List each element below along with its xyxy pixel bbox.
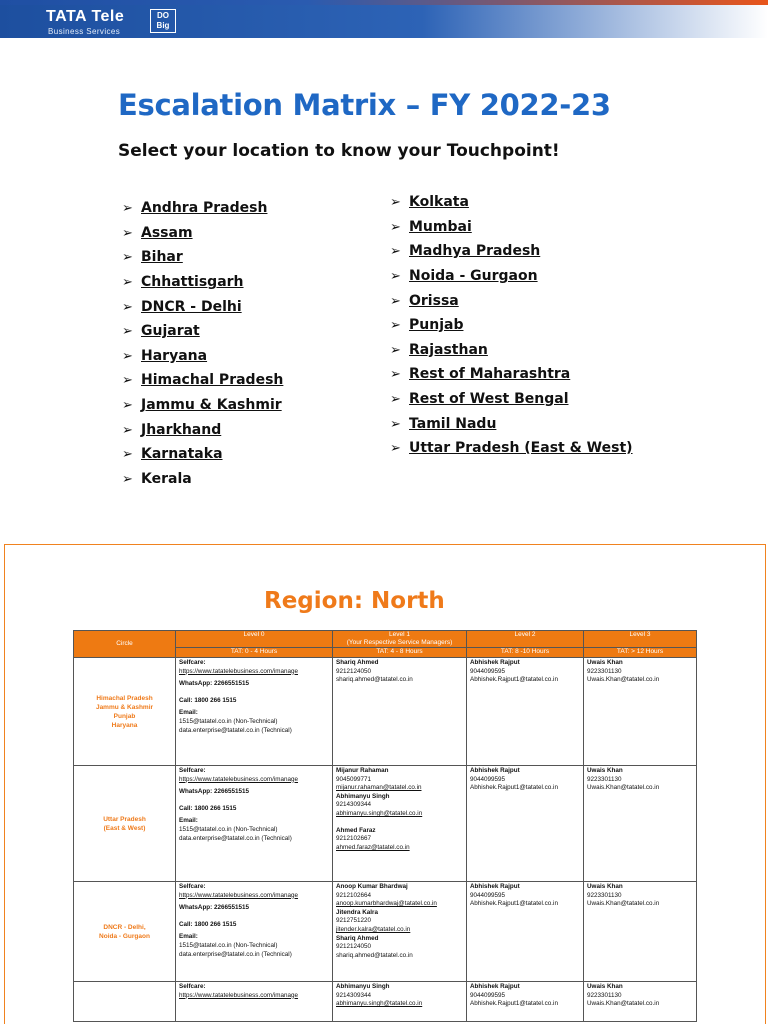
location-link-kolkata[interactable]: Kolkata (409, 194, 469, 211)
arrow-bullet-icon: ➢ (122, 224, 133, 240)
contact-email-link[interactable]: abhimanyu.singh@tatatel.co.in (336, 1000, 423, 1008)
contact-email: Abhishek.Rajput1@tatatel.co.in (470, 900, 558, 908)
location-label-kerala: Kerala (141, 470, 192, 487)
location-item (390, 239, 633, 264)
level-2-cell (467, 766, 584, 882)
location-link-mumbai[interactable]: Mumbai (409, 218, 472, 235)
location-list-right (390, 190, 633, 461)
whatsapp-number: WhatsApp: 2266551515 (179, 680, 249, 688)
selfcare-link[interactable]: https://www.tatatelebusiness.com/imanage (179, 891, 299, 899)
circle-name: Punjab (113, 712, 136, 720)
email-nontech: 1515@tatatel.co.in (Non-Technical) (179, 941, 278, 949)
contact-phone: 9214309344 (336, 801, 372, 809)
level-2-cell (467, 658, 584, 766)
location-item (390, 288, 633, 313)
location-item (390, 190, 633, 215)
arrow-bullet-icon: ➢ (390, 415, 401, 431)
header-level-0: Level 0 (176, 631, 333, 648)
contact-phone: 9212102667 (336, 835, 372, 843)
tat-level-2: TAT: 8 -10 Hours (467, 648, 584, 658)
contact-name: Jitendra Kalra (336, 908, 378, 916)
arrow-bullet-icon: ➢ (122, 274, 133, 290)
call-number: Call: 1800 266 1515 (179, 696, 237, 704)
contact-phone: 9223301130 (587, 991, 622, 999)
location-item (122, 270, 283, 295)
tat-level-1: TAT: 4 - 8 Hours (333, 648, 467, 658)
location-item (122, 368, 283, 393)
level-0-cell (176, 658, 333, 766)
level-3-cell (584, 658, 697, 766)
contact-phone: 9223301130 (587, 667, 622, 675)
contact-name: Uwais Khan (587, 659, 623, 666)
circle-name: (East & West) (103, 824, 146, 832)
contact-name: Abhishek Rajput (470, 983, 520, 990)
location-list-left (122, 196, 283, 491)
location-link-rajasthan[interactable]: Rajasthan (409, 341, 488, 358)
arrow-bullet-icon: ➢ (122, 421, 133, 437)
selfcare-label: Selfcare: (179, 983, 206, 990)
contact-phone: 9212124050 (336, 667, 372, 675)
circle-cell (74, 982, 176, 1022)
level-3-cell (584, 882, 697, 982)
contact-name: Abhimanyu Singh (336, 792, 390, 800)
selfcare-link[interactable]: https://www.tatatelebusiness.com/imanage (179, 991, 299, 999)
contact-email-link[interactable]: anoop.kumarbhardwaj@tatatel.co.in (336, 900, 437, 908)
email-nontech: 1515@tatatel.co.in (Non-Technical) (179, 717, 278, 725)
arrow-bullet-icon: ➢ (390, 366, 401, 382)
badge-line-2: Big (156, 21, 170, 30)
arrow-bullet-icon: ➢ (122, 446, 133, 462)
location-item (122, 196, 283, 221)
table-row (74, 658, 697, 766)
contact-email: Abhishek.Rajput1@tatatel.co.in (470, 676, 558, 684)
location-link-karnataka[interactable]: Karnataka (141, 446, 223, 463)
header-circle: Circle (74, 631, 176, 658)
arrow-bullet-icon: ➢ (122, 470, 133, 486)
arrow-bullet-icon: ➢ (390, 440, 401, 456)
call-number: Call: 1800 266 1515 (179, 804, 237, 812)
whatsapp-number: WhatsApp: 2266551515 (179, 788, 249, 796)
selfcare-label: Selfcare: (179, 883, 206, 890)
level-1-cell (333, 882, 467, 982)
location-link-haryana[interactable]: Haryana (141, 347, 208, 364)
location-link-rest-of-west-bengal[interactable]: Rest of West Bengal (409, 391, 569, 408)
contact-phone: 9212124050 (336, 943, 372, 951)
location-link-orissa[interactable]: Orissa (409, 292, 459, 309)
location-link-himachal-pradesh[interactable]: Himachal Pradesh (141, 372, 284, 389)
email-label: Email: (179, 933, 198, 941)
arrow-bullet-icon: ➢ (122, 372, 133, 388)
whatsapp-number: WhatsApp: 2266551515 (179, 904, 249, 912)
location-item (390, 387, 633, 412)
circle-cell (74, 766, 176, 882)
level-1-cell (333, 658, 467, 766)
location-item (390, 411, 633, 436)
contact-email: Uwais.Khan@tatatel.co.in (587, 784, 660, 792)
header-bar (0, 0, 768, 38)
level-1-cell (333, 982, 467, 1022)
email-label: Email: (179, 709, 198, 717)
arrow-bullet-icon: ➢ (390, 391, 401, 407)
location-link-andhra-pradesh[interactable]: Andhra Pradesh (141, 200, 268, 217)
do-big-badge (150, 9, 176, 33)
arrow-bullet-icon: ➢ (122, 347, 133, 363)
contact-name: Shariq Ahmed (336, 659, 379, 666)
location-link-dncr-delhi[interactable]: DNCR - Delhi (141, 298, 242, 315)
contact-email: Abhishek.Rajput1@tatatel.co.in (470, 784, 558, 792)
contact-name: Shariq Ahmed (336, 934, 379, 942)
level-2-cell (467, 982, 584, 1022)
arrow-bullet-icon: ➢ (390, 218, 401, 234)
contact-name: Mijanur Rahaman (336, 767, 389, 774)
location-item (390, 362, 633, 387)
contact-name: Uwais Khan (587, 883, 623, 890)
table-row (74, 882, 697, 982)
table-row (74, 766, 697, 882)
email-tech: data.enterprise@tatatel.co.in (Technical) (179, 834, 292, 842)
location-item (390, 215, 633, 240)
contact-email: shariq.ahmed@tatatel.co.in (336, 951, 413, 959)
contact-name: Abhimanyu Singh (336, 983, 390, 990)
logo-brand-text: TATA Tele (46, 8, 125, 25)
region-title: Region: North (264, 588, 445, 614)
arrow-bullet-icon: ➢ (390, 243, 401, 259)
location-link-chhattisgarh[interactable]: Chhattisgarh (141, 274, 244, 291)
email-nontech: 1515@tatatel.co.in (Non-Technical) (179, 825, 278, 833)
contact-phone: 9223301130 (587, 891, 622, 899)
location-item (390, 264, 633, 289)
contact-phone: 9044099595 (470, 991, 506, 999)
header-level-1-sub: (Your Respective Service Managers) (346, 639, 453, 646)
contact-email-link[interactable]: abhimanyu.singh@tatatel.co.in (336, 809, 423, 817)
table-row (74, 982, 697, 1022)
contact-phone: 9044099595 (470, 775, 506, 783)
level-3-cell (584, 766, 697, 882)
header-level-1 (333, 631, 467, 648)
logo-sub-text: Business Services (48, 27, 121, 36)
location-item (390, 313, 633, 338)
location-item (122, 245, 283, 270)
contact-name: Abhishek Rajput (470, 767, 520, 774)
location-link-tamil-nadu[interactable]: Tamil Nadu (409, 415, 497, 432)
location-item (122, 319, 283, 344)
location-item (122, 467, 283, 492)
level-0-cell (176, 882, 333, 982)
email-tech: data.enterprise@tatatel.co.in (Technical) (179, 950, 292, 958)
contact-email-link[interactable]: ahmed.faraz@tatatel.co.in (336, 843, 410, 851)
selfcare-link[interactable]: https://www.tatatelebusiness.com/imanage (179, 775, 299, 783)
arrow-bullet-icon: ➢ (390, 341, 401, 357)
circle-cell (74, 882, 176, 982)
level-2-cell (467, 882, 584, 982)
email-tech: data.enterprise@tatatel.co.in (Technical) (179, 726, 292, 734)
location-item (122, 417, 283, 442)
contact-name: Uwais Khan (587, 983, 623, 990)
circle-name: Himachal Pradesh (96, 694, 153, 702)
contact-email: Uwais.Khan@tatatel.co.in (587, 1000, 660, 1008)
call-number: Call: 1800 266 1515 (179, 920, 237, 928)
page-title: Escalation Matrix – FY 2022-23 (118, 88, 611, 122)
contact-email: Abhishek.Rajput1@tatatel.co.in (470, 1000, 558, 1008)
table-header-row (74, 631, 697, 648)
page-subtitle: Select your location to know your Touchpoint! (118, 141, 560, 161)
arrow-bullet-icon: ➢ (122, 249, 133, 265)
circle-cell (74, 658, 176, 766)
circle-name: Jammu & Kashmir (95, 703, 154, 711)
location-link-jharkhand[interactable]: Jharkhand (141, 421, 222, 438)
contact-email: Uwais.Khan@tatatel.co.in (587, 900, 660, 908)
contact-phone: 9044099595 (470, 891, 506, 899)
selfcare-label: Selfcare: (179, 767, 206, 774)
header-level-1-title: Level 1 (389, 631, 410, 638)
contact-phone: 9212102664 (336, 891, 372, 899)
circle-name: DNCR - Delhi, (103, 923, 146, 931)
location-link-bihar[interactable]: Bihar (141, 249, 183, 266)
contact-email-link[interactable]: jitender.kalra@tatatel.co.in (336, 925, 411, 933)
escalation-table (73, 630, 697, 1022)
location-link-madhya-pradesh[interactable]: Madhya Pradesh (409, 243, 541, 260)
location-item (122, 393, 283, 418)
arrow-bullet-icon: ➢ (390, 268, 401, 284)
circle-name: Uttar Pradesh (103, 815, 146, 823)
arrow-bullet-icon: ➢ (122, 397, 133, 413)
badge-line-1: DO (157, 11, 169, 20)
location-link-assam[interactable]: Assam (141, 224, 193, 241)
level-0-cell (176, 766, 333, 882)
arrow-bullet-icon: ➢ (122, 298, 133, 314)
header-level-2: Level 2 (467, 631, 584, 648)
tat-level-0: TAT: 0 - 4 Hours (176, 648, 333, 658)
level-3-cell (584, 982, 697, 1022)
contact-name: Abhishek Rajput (470, 883, 520, 890)
contact-phone: 9223301130 (587, 775, 622, 783)
location-item (122, 442, 283, 467)
selfcare-label: Selfcare: (179, 659, 206, 666)
contact-name: Anoop Kumar Bhardwaj (336, 883, 408, 890)
contact-email-link[interactable]: mijanur.rahaman@tatatel.co.in (336, 784, 422, 792)
location-item (390, 436, 633, 461)
location-item (122, 344, 283, 369)
contact-phone: 9045099771 (336, 775, 372, 783)
location-link-punjab[interactable]: Punjab (409, 317, 464, 334)
email-label: Email: (179, 817, 198, 825)
tata-tele-logo[interactable] (46, 8, 186, 36)
contact-phone: 9214309344 (336, 991, 372, 999)
header-level-3: Level 3 (584, 631, 697, 648)
location-link-noida-gurgaon[interactable]: Noida - Gurgaon (409, 268, 538, 285)
level-0-cell (176, 982, 333, 1022)
tat-level-3: TAT: > 12 Hours (584, 648, 697, 658)
contact-name: Abhishek Rajput (470, 659, 520, 666)
contact-phone: 9212751220 (336, 917, 372, 925)
selfcare-link[interactable]: https://www.tatatelebusiness.com/imanage (179, 667, 299, 675)
location-link-gujarat[interactable]: Gujarat (141, 323, 200, 340)
level-1-cell (333, 766, 467, 882)
contact-email: shariq.ahmed@tatatel.co.in (336, 676, 413, 684)
arrow-bullet-icon: ➢ (390, 292, 401, 308)
contact-name: Uwais Khan (587, 767, 623, 774)
contact-email: Uwais.Khan@tatatel.co.in (587, 676, 660, 684)
location-item (122, 294, 283, 319)
location-link-uttar-pradesh[interactable]: Uttar Pradesh (East & West) (409, 440, 633, 457)
circle-name: Haryana (111, 721, 138, 729)
arrow-bullet-icon: ➢ (390, 317, 401, 333)
location-item (122, 221, 283, 246)
contact-name: Ahmed Faraz (336, 826, 376, 834)
location-item (390, 338, 633, 363)
arrow-bullet-icon: ➢ (390, 194, 401, 210)
location-link-jammu-kashmir[interactable]: Jammu & Kashmir (141, 397, 282, 414)
location-link-rest-of-maharashtra[interactable]: Rest of Maharashtra (409, 366, 571, 383)
circle-name: Noida - Gurgaon (99, 932, 150, 940)
contact-phone: 9044099595 (470, 667, 506, 675)
arrow-bullet-icon: ➢ (122, 323, 133, 339)
arrow-bullet-icon: ➢ (122, 200, 133, 216)
